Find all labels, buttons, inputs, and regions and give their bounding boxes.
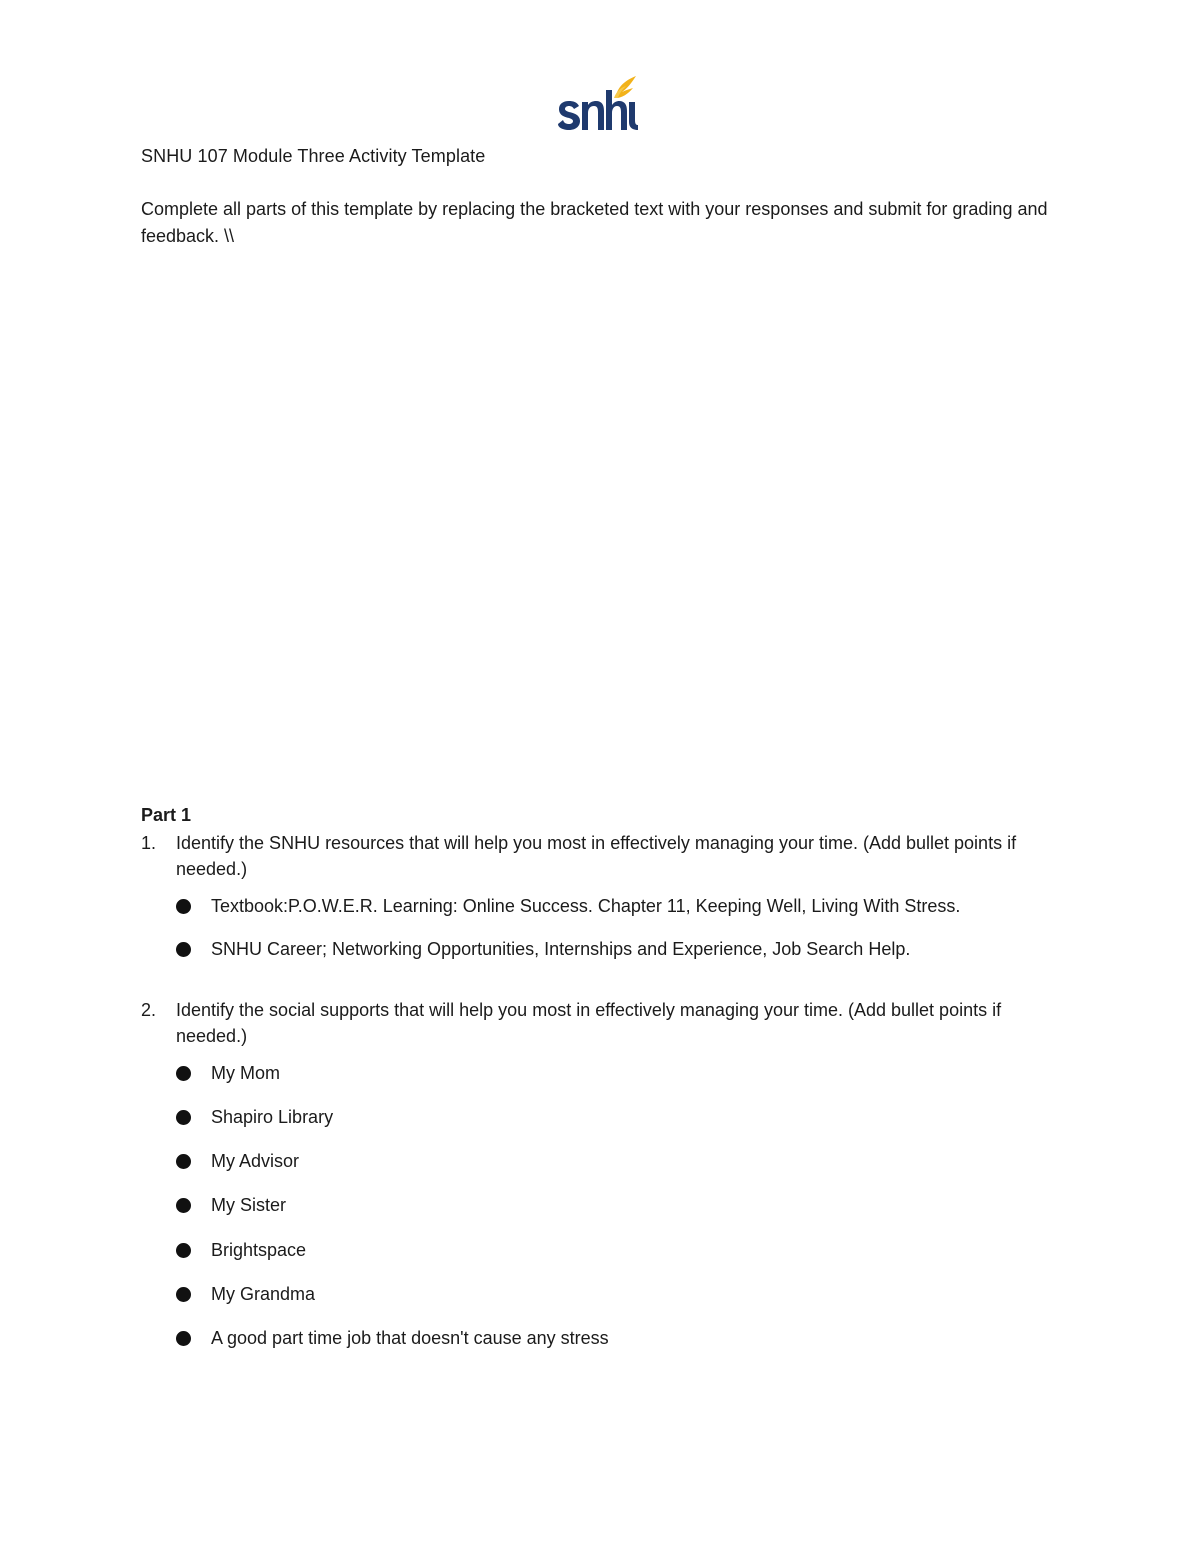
list-item [176,937,910,961]
list-item [176,894,960,918]
list-item-text: My Mom [211,1063,280,1083]
list-item-text: My Grandma [211,1284,316,1304]
list-item-text: Textbook:P.O.W.E.R. Learning: Online Success. Chapter 11, Keeping Well, Living With Stress. [211,896,961,916]
part-1-heading: Part 1 [141,805,192,825]
list-item-text: Shapiro Library [211,1107,334,1127]
bullet-icon [176,1198,191,1213]
list-item [176,1282,315,1306]
list-item [176,1061,280,1085]
question-2 [141,997,1041,1049]
list-item-text: My Sister [211,1195,287,1215]
question-text: Identify the social supports that will help you most in effectively managing your time. (Add bullet points if needed.) [176,1000,1002,1046]
list-item [176,1238,306,1262]
bullet-icon [176,1243,191,1258]
question-number: 1. [141,833,157,853]
question-1 [141,830,1041,882]
question-text: Identify the SNHU resources that will help you most in effectively managing your time. (Add bullet points if needed.) [176,833,1017,879]
list-item-text: A good part time job that doesn't cause any stress [211,1328,609,1348]
bullet-icon [176,1287,191,1302]
bullet-icon [176,1066,191,1081]
question-number: 2. [141,1000,157,1020]
list-item [176,1193,286,1217]
bullet-icon [176,1110,191,1125]
document-title: SNHU 107 Module Three Activity Template [141,146,486,166]
list-item [176,1105,333,1129]
list-item-text: My Advisor [211,1151,300,1171]
list-item [176,1149,299,1173]
snhu-logo [556,74,638,132]
bullet-icon [176,1331,191,1346]
bullet-icon [176,1154,191,1169]
list-item-text: Brightspace [211,1240,307,1260]
instructions-text: Complete all parts of this template by replacing the bracketed text with your responses and submit for grading and feedback. \\ [141,199,1048,246]
list-item-text: SNHU Career; Networking Opportunities, Internships and Experience, Job Search Help. [211,939,911,959]
snhu-logo-icon [556,74,638,132]
bullet-icon [176,899,191,914]
list-item [176,1326,609,1350]
bullet-icon [176,942,191,957]
